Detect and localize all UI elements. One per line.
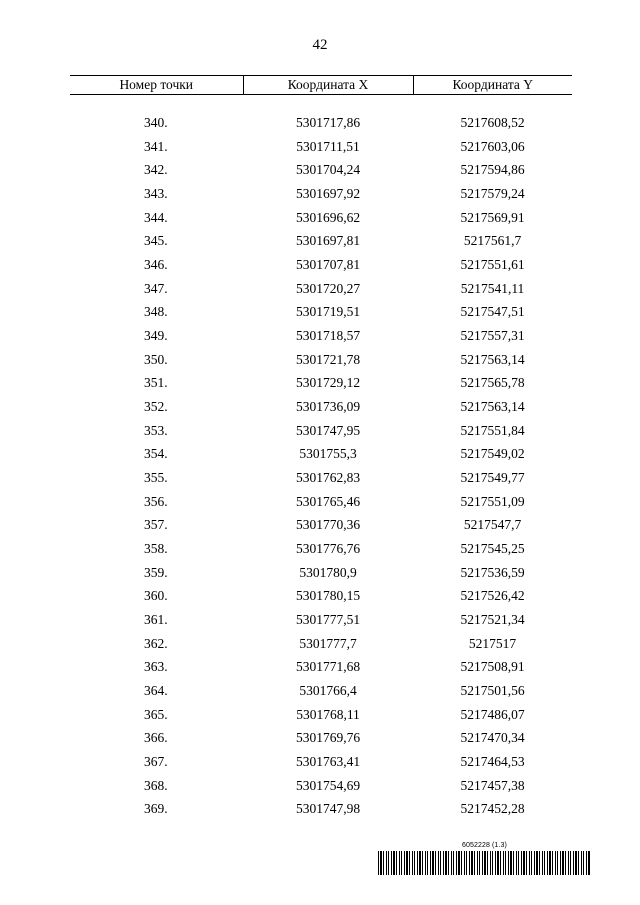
coordinate-y-cell: 5217549,77 <box>460 470 525 486</box>
coordinate-x-cell: 5301780,9 <box>299 564 357 580</box>
coordinate-y-cell: 5217526,42 <box>460 588 525 604</box>
coordinate-x-cell: 5301780,15 <box>295 588 361 604</box>
coordinate-x-cell: 5301765,46 <box>295 493 361 509</box>
point-number-cell: 348. <box>144 304 168 320</box>
coordinate-y-cell: 5217501,56 <box>460 683 525 699</box>
point-number-cell: 365. <box>144 706 168 722</box>
coordinate-y-cell: 5217549,02 <box>460 446 525 462</box>
table-row <box>70 111 572 135</box>
coordinate-y-cell: 5217508,91 <box>460 659 525 675</box>
point-number-cell: 362. <box>144 635 168 651</box>
coordinate-y-cell: 5217452,28 <box>460 801 525 817</box>
point-number-cell: 368. <box>144 777 168 793</box>
table-row <box>70 395 572 419</box>
coordinate-x-cell: 5301747,98 <box>295 801 361 817</box>
coordinate-x-cell: 5301718,57 <box>295 328 361 344</box>
coordinate-x-cell: 5301696,62 <box>295 209 361 225</box>
header-coordinate-y: Координата Y <box>413 76 572 95</box>
coordinates-table <box>70 75 572 821</box>
point-number-cell: 350. <box>144 351 168 367</box>
coordinate-y-cell: 5217563,14 <box>460 399 525 415</box>
table-row <box>70 584 572 608</box>
point-number-cell: 369. <box>144 801 168 817</box>
table-row <box>70 774 572 798</box>
table-row <box>70 371 572 395</box>
table-row <box>70 182 572 206</box>
coordinate-x-cell: 5301697,81 <box>295 233 361 249</box>
barcode-caption: 6052228 (1.3) <box>462 842 507 849</box>
point-number-cell: 353. <box>144 422 168 438</box>
coordinate-x-cell: 5301776,76 <box>295 541 361 557</box>
point-number-cell: 341. <box>144 138 168 154</box>
header-coordinate-x: Координата X <box>243 76 413 95</box>
point-number-cell: 357. <box>144 517 168 533</box>
point-number-cell: 351. <box>144 375 168 391</box>
point-number-cell: 347. <box>144 280 168 296</box>
coordinate-y-cell: 5217551,84 <box>460 422 525 438</box>
point-number-cell: 358. <box>144 541 168 557</box>
table-row <box>70 679 572 703</box>
table-row <box>70 442 572 466</box>
coordinate-x-cell: 5301762,83 <box>295 470 361 486</box>
coordinate-y-cell: 5217464,53 <box>460 754 525 770</box>
point-number-cell: 354. <box>144 446 168 462</box>
table-row <box>70 300 572 324</box>
coordinate-y-cell: 5217594,86 <box>460 162 525 178</box>
point-number-cell: 367. <box>144 754 168 770</box>
coordinate-x-cell: 5301771,68 <box>295 659 361 675</box>
coordinate-y-cell: 5217541,11 <box>460 280 525 296</box>
table-row <box>70 253 572 277</box>
table-header-row <box>70 76 572 95</box>
coordinate-y-cell: 5217517 <box>468 635 517 651</box>
coordinate-y-cell: 5217569,91 <box>460 209 525 225</box>
barcode <box>378 851 590 875</box>
point-number-cell: 342. <box>144 162 168 178</box>
coordinate-y-cell: 5217545,25 <box>460 541 525 557</box>
point-number-cell: 344. <box>144 209 168 225</box>
coordinate-x-cell: 5301754,69 <box>295 777 361 793</box>
point-number-cell: 352. <box>144 399 168 415</box>
point-number-cell: 349. <box>144 328 168 344</box>
coordinate-x-cell: 5301777,7 <box>299 635 357 651</box>
coordinate-x-cell: 5301720,27 <box>295 280 361 296</box>
table-row <box>70 726 572 750</box>
coordinate-x-cell: 5301707,81 <box>295 257 361 273</box>
table-row <box>70 608 572 632</box>
coordinate-y-cell: 5217608,52 <box>460 115 525 130</box>
coordinate-y-cell: 5217579,24 <box>460 186 525 202</box>
table-row <box>70 419 572 443</box>
coordinate-x-cell: 5301766,4 <box>299 683 357 699</box>
coordinate-x-cell: 5301763,41 <box>295 754 361 770</box>
coordinate-x-cell: 5301769,76 <box>295 730 361 746</box>
point-number-cell: 359. <box>144 564 168 580</box>
page-number: 42 <box>312 37 328 53</box>
coordinate-y-cell: 5217565,78 <box>460 375 525 391</box>
coordinate-y-cell: 5217551,09 <box>460 493 525 509</box>
coordinate-y-cell: 5217547,7 <box>463 517 522 533</box>
coordinate-x-cell: 5301697,92 <box>295 186 361 202</box>
coordinate-y-cell: 5217561,7 <box>463 233 522 249</box>
table-row <box>70 703 572 727</box>
coordinate-x-cell: 5301747,95 <box>295 422 361 438</box>
table-row <box>70 466 572 490</box>
point-number-cell: 366. <box>144 730 168 746</box>
table-row <box>70 797 572 821</box>
coordinate-y-cell: 5217557,31 <box>460 328 525 344</box>
table-row <box>70 206 572 230</box>
point-number-cell: 364. <box>144 683 168 699</box>
table-row <box>70 537 572 561</box>
table-row <box>70 655 572 679</box>
table-row <box>70 348 572 372</box>
point-number-cell: 346. <box>144 257 168 273</box>
table-row <box>70 277 572 301</box>
point-number-cell: 356. <box>144 493 168 509</box>
coordinate-x-cell: 5301770,36 <box>295 517 361 533</box>
point-number-cell: 343. <box>144 186 168 202</box>
coordinate-x-cell: 5301755,3 <box>299 446 357 462</box>
coordinate-x-cell: 5301736,09 <box>295 399 361 415</box>
point-number-cell: 355. <box>144 470 168 486</box>
coordinate-y-cell: 5217563,14 <box>460 351 525 367</box>
coordinate-x-cell: 5301768,11 <box>296 706 360 722</box>
table-row <box>70 135 572 159</box>
table-row <box>70 158 572 182</box>
table-body <box>70 95 572 822</box>
table-spacer <box>70 95 572 112</box>
coordinate-x-cell: 5301729,12 <box>295 375 361 391</box>
coordinate-x-cell: 5301711,51 <box>296 138 360 154</box>
coordinate-y-cell: 5217547,51 <box>460 304 525 320</box>
coordinate-y-cell: 5217603,06 <box>460 138 525 154</box>
coordinate-y-cell: 5217551,61 <box>460 257 525 273</box>
coordinate-x-cell: 5301704,24 <box>295 162 361 178</box>
table-row <box>70 561 572 585</box>
coordinate-y-cell: 5217486,07 <box>460 706 525 722</box>
coordinate-x-cell: 5301719,51 <box>295 304 361 320</box>
coordinate-x-cell: 5301777,51 <box>295 612 361 628</box>
point-number-cell: 340. <box>144 115 168 130</box>
table-row <box>70 490 572 514</box>
point-number-cell: 361. <box>144 612 168 628</box>
point-number-cell: 363. <box>144 659 168 675</box>
coordinate-y-cell: 5217470,34 <box>460 730 525 746</box>
coordinate-y-cell: 5217521,34 <box>460 612 525 628</box>
coordinate-x-cell: 5301721,78 <box>295 351 361 367</box>
table-row <box>70 324 572 348</box>
coordinate-y-cell: 5217457,38 <box>460 777 525 793</box>
table-row <box>70 750 572 774</box>
table-row <box>70 229 572 253</box>
header-point-number: Номер точки <box>70 76 243 95</box>
table-row <box>70 513 572 537</box>
table-row <box>70 632 572 656</box>
coordinate-x-cell: 5301717,86 <box>295 115 361 130</box>
coordinate-y-cell: 5217536,59 <box>460 564 525 580</box>
point-number-cell: 345. <box>144 233 168 249</box>
point-number-cell: 360. <box>144 588 168 604</box>
